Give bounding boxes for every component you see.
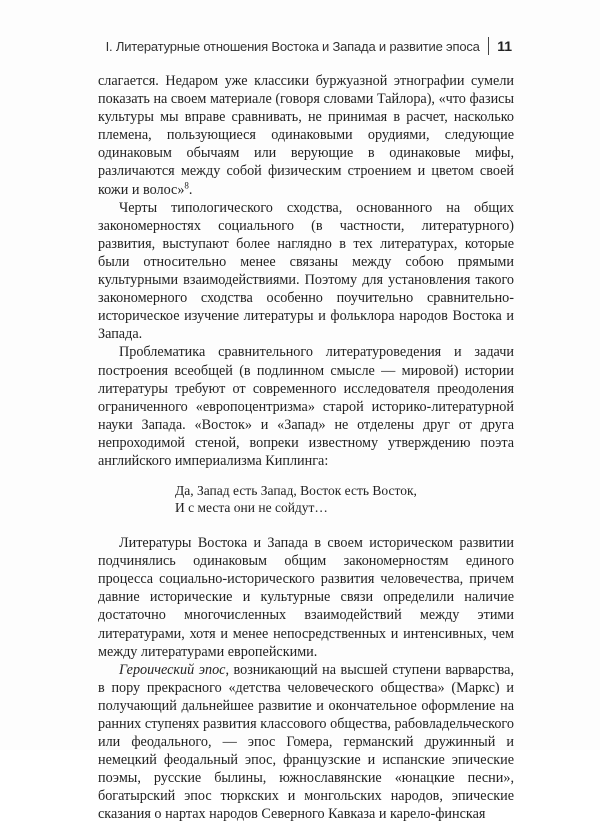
- italic-term: Героический эпос: [119, 661, 226, 678]
- verse-quote: [175, 482, 514, 516]
- header-separator: [488, 37, 490, 55]
- paragraph: Героический эпос, возникающий на высшей ступени варварства, в пору прекрасного «детства человеческого общества» (Маркс) и получающий дальнейшее развитие и окончательное оформление на ранних ступенях развития классового общества, рабовладельческого или феодального, — эпос Гомера, германский дружинный и немецкий феодальный эпос, французские и испанские эпические поэмы, русские былины, южнославянские «юнацкие песни», богатырский эпос тюркских и монгольских народов, эпические сказания о нартах народов Северного Кавказа и карело-финская: [98, 661, 515, 823]
- verse-line: И с места они не сойдут…: [175, 500, 328, 516]
- verse-line: Да, Запад есть Запад, Восток есть Восток,: [175, 483, 417, 499]
- body-text: [98, 72, 514, 824]
- paragraph: Проблематика сравнительного литературоведения и задачи построения всеобщей (в подлинном смысле — мировой) истории литературы требуют от современного исследователя преодоления ограниченного «европоцентризма» старой историко-литературной науки Запада. «Восток» и «Запад» не отделены друг от друга непроходимой стеной, вопреки известному утверждению поэта английского империализма Киплинга:: [98, 344, 514, 469]
- paragraph: Литературы Востока и Запада в своем историческом развитии подчинялись одинаковым общим закономерностям единого процесса социально-исторического развития человечества, причем давние исторические и культурные связи определили наличие достаточно многочисленных взаимодействий между этими литературами, хотя и менее непосредственных и интенсивных, чем между литературами европейскими.: [98, 535, 514, 660]
- paragraph: слагается. Недаром уже классики буржуазной этнографии сумели показать на своем материале (говоря словами Тайлора), «что фазисы культуры мы вправе сравнивать, не принимая в расчет, насколько племена, пользующиеся одинаковыми орудиями, следующие одинаковым обычаям или верующие в одинаковые мифы, различаются между собой физическим строением и цветом своей кожи и волос»$^8$.: [98, 73, 514, 198]
- page-number: 11: [497, 38, 512, 54]
- paragraph: Черты типологического сходства, основанного на общих закономерностях социального (в частности, литературного) развития, выступают более наглядно в тех литературах, которые были относительно менее связаны между собою прямыми культурными взаимодействиями. Поэтому для установления такого закономерного сходства особенно поучительно сравнительно-историческое изучение литературы и фольклора народов Востока и Запада.: [98, 199, 514, 343]
- running-title: I. Литературные отношения Востока и Запада и развитие эпоса: [105, 38, 480, 54]
- footnote-marker[interactable]: 8: [184, 179, 189, 190]
- running-header: [106, 37, 512, 55]
